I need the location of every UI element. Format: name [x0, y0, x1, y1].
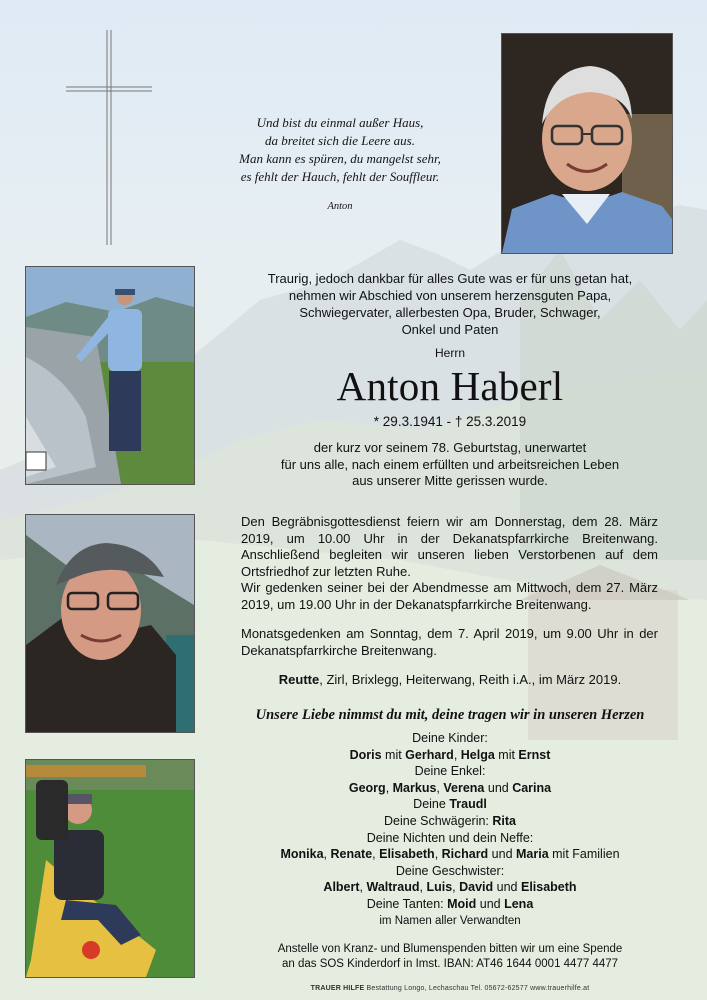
nichten-label: Deine Nichten und dein Neffe:	[366, 830, 534, 845]
photo-on-sled	[25, 759, 195, 978]
footer-brand: TRAUER HILFE	[310, 985, 365, 992]
nichten-names: Monika, Renate, Elisabeth, Richard und Maria mit Familien	[280, 847, 620, 862]
passing-text	[240, 440, 660, 490]
intro-line: Traurig, jedoch dankbar für alles Gute was er für uns getan hat,	[267, 271, 633, 286]
footer	[240, 985, 660, 992]
intro-text	[240, 270, 660, 338]
passing-line: der kurz vor seinem 78. Geburtstag, unerwartet	[313, 440, 587, 455]
enkel-label: Deine Enkel:	[414, 764, 486, 779]
kinder-label: Deine Kinder:	[412, 731, 488, 745]
passing-line: für uns alle, nach einem erfüllten und arbeitsreichen Leben	[280, 456, 620, 472]
funeral-paragraph: Den Begräbnisgottesdienst feiern wir am Donnerstag, dem 28. März 2019, um 10.00 Uhr in der Dekanatspfarrkirche Breitenwang. Anschließend begleiten wir unseren lieben Verstorbenen auf dem Ortsfriedhof zur letzten Ruhe.	[241, 514, 658, 579]
geschwister-names: Albert, Waltraud, Luis, David und Elisabeth	[323, 880, 577, 895]
portrait-photo	[501, 33, 673, 254]
photo-with-cap	[25, 514, 195, 733]
footer-contact: Bestattung Longo, Lechaschau Tel. 05672-62577 www.trauerhilfe.at	[364, 985, 590, 992]
poem	[200, 114, 480, 216]
salutation: Herrn	[434, 346, 465, 360]
life-dates: * 29.3.1941 - † 25.3.2019	[373, 414, 527, 429]
verwandte-line: im Namen aller Verwandten	[379, 914, 521, 927]
poem-line: Man kann es spüren, du mangelst sehr,	[239, 151, 441, 166]
places-date	[240, 672, 660, 687]
cross-icon	[66, 30, 152, 245]
photo-with-car	[25, 266, 195, 485]
tanten-line: Deine Tanten: Moid und Lena	[366, 896, 534, 911]
geschwister-label: Deine Geschwister:	[395, 863, 505, 878]
passing-line: aus unserer Mitte gerissen wurde.	[352, 473, 548, 488]
intro-line: Onkel und Paten	[401, 322, 499, 337]
places-first: Reutte	[278, 672, 320, 687]
mass-paragraph: Wir gedenken seiner bei der Abendmesse am Mittwoch, dem 27. März 2019, um 19.00 Uhr in der Dekanatspfarrkirche Breitenwang.	[241, 580, 658, 612]
deceased-name: Anton Haberl	[336, 363, 564, 409]
donation-line: Anstelle von Kranz- und Blumenspenden bitten wir um eine Spende	[277, 943, 623, 955]
traudl-line: Deine Traudl	[413, 797, 487, 812]
poem-line: es fehlt der Hauch, fehlt der Souffleur.	[240, 169, 440, 184]
poem-line: da breitet sich die Leere aus.	[265, 133, 415, 148]
places-rest: , Zirl, Brixlegg, Heiterwang, Reith i.A., im März 2019.	[319, 672, 622, 687]
poem-line: Und bist du einmal außer Haus,	[256, 115, 424, 130]
donation-note	[240, 942, 660, 971]
poem-author: Anton	[327, 201, 353, 212]
monthly-paragraph: Monatsgedenken am Sonntag, dem 7. April 2019, um 9.00 Uhr in der Dekanatspfarrkirche Breitenwang.	[241, 626, 658, 658]
motto: Unsere Liebe nimmst du mit, deine tragen wir in unseren Herzen	[255, 707, 645, 723]
family-list	[240, 730, 660, 929]
donation-line: an das SOS Kinderdorf in Imst. IBAN: AT46 1644 0001 4477 4477	[281, 957, 619, 970]
intro-line: nehmen wir Abschied von unserem herzensguten Papa,	[288, 288, 612, 303]
enkel-names: Georg, Markus, Verena und Carina	[348, 780, 552, 795]
schwaegerin-line: Deine Schwägerin: Rita	[383, 813, 517, 828]
intro-line: Schwiegervater, allerbesten Opa, Bruder, Schwager,	[299, 305, 601, 320]
kinder-names: Doris mit Gerhard, Helga mit Ernst	[349, 747, 551, 762]
